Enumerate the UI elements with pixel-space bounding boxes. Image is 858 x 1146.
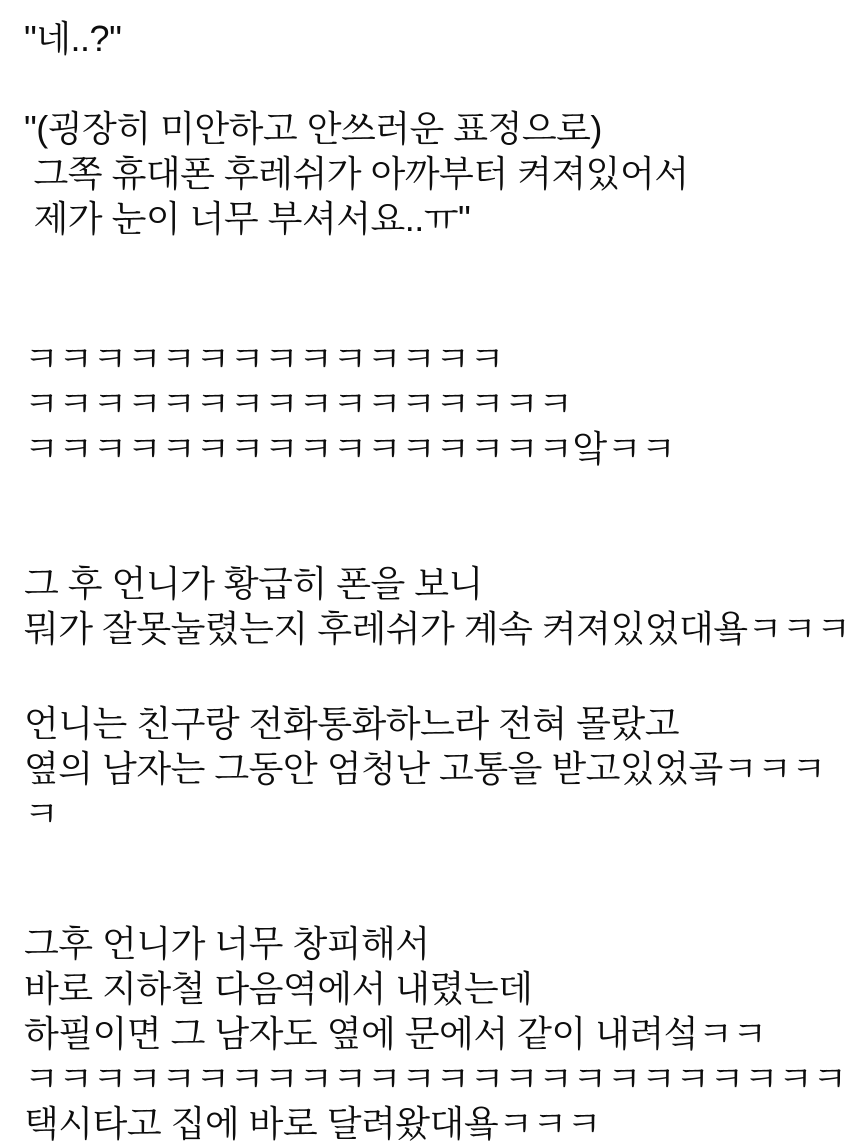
story-line: 하필이면 그 남자도 옆에 문에서 같이 내려섴ㅋㅋ [24, 1013, 767, 1054]
laughter-line: ㅋㅋㅋㅋㅋㅋㅋㅋㅋㅋㅋㅋㅋㅋㅋㅋㅋㅋㅋㅋㅋㅋㅋㅋ [24, 1058, 847, 1099]
story-line: 바로 지하철 다음역에서 내렸는데 [24, 968, 533, 1009]
laughter-line: ㅋㅋㅋㅋㅋㅋㅋㅋㅋㅋㅋㅋㅋㅋ [24, 338, 504, 379]
quote-line: "(굉장히 미안하고 안쓰러운 표정으로) [24, 108, 602, 149]
apology-quote [24, 106, 858, 241]
story-line: 언니는 친구랑 전화통화하느라 전혀 몰랐고 [24, 703, 679, 744]
quote-line: 그쪽 휴대폰 후레쉬가 아까부터 켜져있어서 [24, 153, 689, 194]
story-line: 그 후 언니가 황급히 폰을 보니 [24, 563, 483, 604]
laughter-line: ㅋㅋㅋㅋㅋㅋㅋㅋㅋㅋㅋㅋㅋㅋㅋㅋ앜ㅋㅋ [24, 428, 676, 469]
story-paragraph-3 [24, 921, 858, 1146]
laughter-block [24, 336, 858, 471]
story-line: 뭐가 잘못눌렸는지 후레쉬가 계속 켜져있었대욬ㅋㅋㅋ [24, 608, 851, 649]
quote-line: 제가 눈이 너무 부셔서요..ㅠ" [24, 198, 471, 239]
laughter-line: ㅋㅋㅋㅋㅋㅋㅋㅋㅋㅋㅋㅋㅋㅋㅋㅋ [24, 383, 573, 424]
story-paragraph-1 [24, 561, 858, 651]
story-paragraph-2 [24, 701, 858, 836]
opening-reply-quote [24, 16, 858, 61]
story-line: 그후 언니가 너무 창피해서 [24, 923, 430, 964]
story-line: 옆의 남자는 그동안 엄청난 고통을 받고있었곸ㅋㅋㅋㅋ [24, 748, 826, 834]
story-line: 택시타고 집에 바로 달려왔대욬ㅋㅋㅋ [24, 1103, 601, 1144]
quote-line: "네..?" [24, 18, 122, 59]
